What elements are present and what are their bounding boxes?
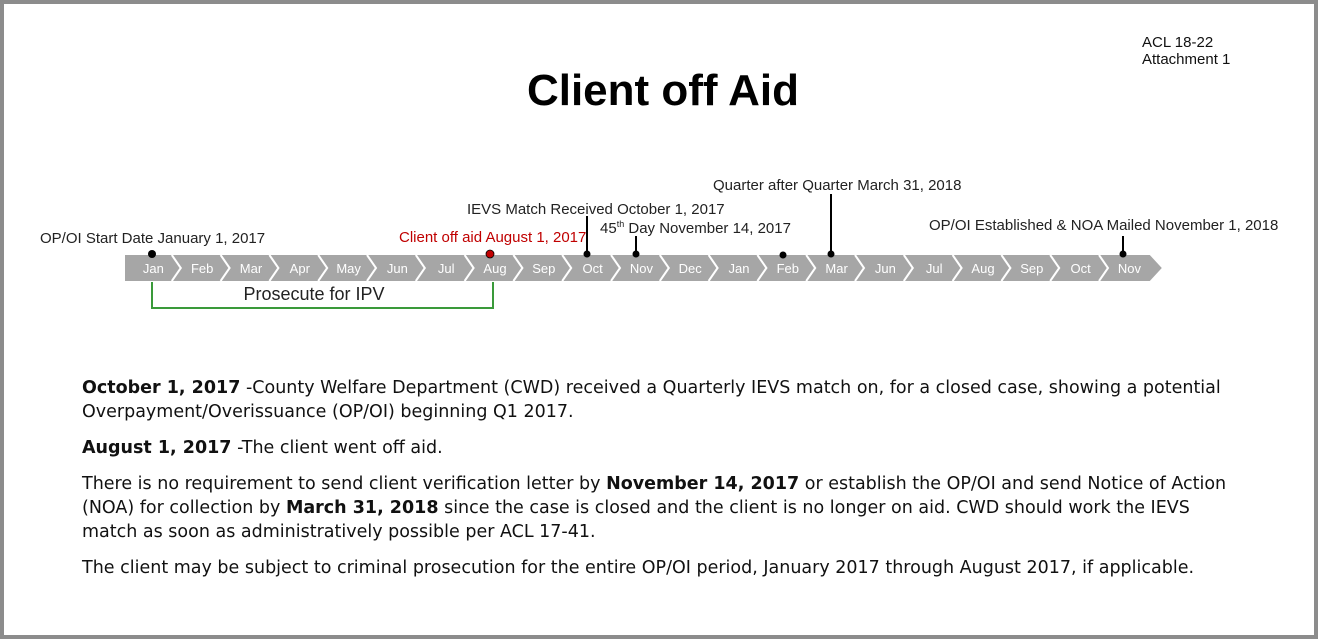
marker-day45 <box>633 251 640 258</box>
label-day45-num: 45 <box>600 220 617 237</box>
paragraph-ievs-received <box>82 376 1242 424</box>
paragraph-off-aid-text: -The client went off aid. <box>231 438 443 458</box>
label-off-aid: Client off aid August 1, 2017 <box>399 229 587 246</box>
marker-quarter <box>828 251 835 258</box>
paragraph-ievs-text: -County Welfare Department (CWD) received a Quarterly IEVS match on, for a closed case, showing a potential Overpayment/Overissuance (OP/OI) beginning Q1 2017. <box>82 378 1221 422</box>
marker-established <box>1120 251 1127 258</box>
requirement-text-3: since the case is closed and the client is no longer on aid. CWD should work the IEVS match as soon as administratively possible per ACL 17-41. <box>82 498 1190 542</box>
label-day45-sup: th <box>616 219 625 229</box>
marker-ievs <box>584 251 591 258</box>
month-label: Apr <box>289 261 310 276</box>
paragraph-requirement <box>82 472 1242 544</box>
month-label: Sep <box>1020 261 1044 276</box>
requirement-text-1: There is no requirement to send client verification letter by <box>82 474 607 494</box>
label-day45-rest: Day November 14, 2017 <box>624 220 791 237</box>
date-august-1-2017: August 1, 2017 <box>82 438 232 458</box>
month-label: Dec <box>678 261 702 276</box>
label-established: OP/OI Established & NOA Mailed November 1, 2018 <box>929 217 1279 234</box>
month-label: Sep <box>532 261 556 276</box>
month-label: Mar <box>825 261 848 276</box>
paragraph-off-aid <box>82 436 1242 460</box>
date-october-1-2017: October 1, 2017 <box>82 378 241 398</box>
month-label: Aug <box>483 261 507 276</box>
month-label: Nov <box>629 261 653 276</box>
month-label: Nov <box>1117 261 1141 276</box>
requirement-text-2: or establish the OP/OI and send Notice of Action (NOA) for collection by <box>82 474 1227 518</box>
month-label: Oct <box>1070 261 1091 276</box>
month-label: Jul <box>925 261 943 276</box>
month-label: Jun <box>386 261 408 276</box>
month-label: Jul <box>437 261 455 276</box>
month-label: Jun <box>874 261 896 276</box>
timeline-diagram <box>0 160 1318 320</box>
date-november-14-2017: November 14, 2017 <box>606 474 800 494</box>
label-ievs: IEVS Match Received October 1, 2017 <box>467 201 725 218</box>
label-quarter: Quarter after Quarter March 31, 2018 <box>713 177 962 194</box>
date-march-31-2018: March 31, 2018 <box>285 498 439 518</box>
label-start: OP/OI Start Date January 1, 2017 <box>40 230 266 247</box>
reference-acl: ACL 18-22 <box>1142 34 1214 51</box>
reference-label <box>1142 34 1230 68</box>
month-label: Jan <box>142 261 164 276</box>
marker-start <box>148 250 156 258</box>
prosecute-label: Prosecute for IPV <box>243 284 385 304</box>
explanation-text <box>82 376 1242 592</box>
page-title: Client off Aid <box>526 66 800 115</box>
reference-attachment: Attachment 1 <box>1142 51 1231 68</box>
marker-off-aid <box>486 250 494 258</box>
month-label: Feb <box>776 261 800 276</box>
month-label: Feb <box>190 261 214 276</box>
month-label: Aug <box>971 261 995 276</box>
month-label: May <box>336 261 361 276</box>
label-day45 <box>600 219 791 237</box>
month-label: Oct <box>582 261 603 276</box>
month-label: Jan <box>728 261 750 276</box>
marker-feb <box>780 252 787 259</box>
timeline-bar <box>125 255 1162 281</box>
paragraph-prosecution: The client may be subject to criminal prosecution for the entire OP/OI period, January 2017 through August 2017, if applicable. <box>82 558 1195 578</box>
month-label: Mar <box>239 261 263 276</box>
